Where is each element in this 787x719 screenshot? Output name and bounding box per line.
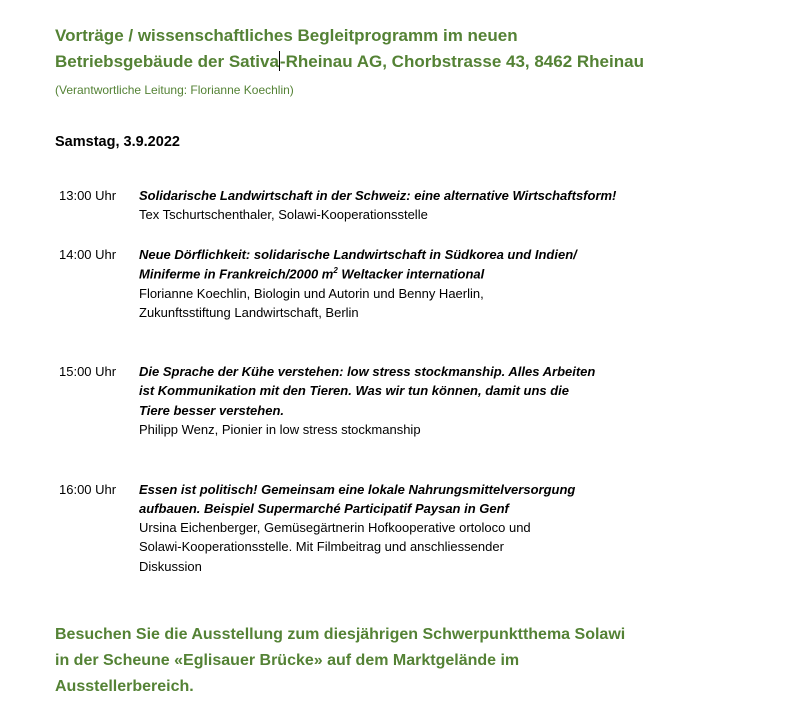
event-title (139, 266, 484, 281)
event-title: Essen ist politisch! Gemeinsam eine lokale Nahrungsmittelversorgung (139, 482, 576, 497)
event-title: Solidarische Landwirtschaft in der Schweiz: eine alternative Wirtschaftsform! (139, 188, 617, 203)
event-speaker: Solawi-Kooperationsstelle. Mit Filmbeitrag und anschliessender (139, 539, 504, 554)
event-time: 16:00 Uhr (59, 482, 117, 497)
heading-line-2[interactable] (55, 51, 644, 72)
heading-part-a: Betriebsgebäude der Sativa (55, 52, 279, 71)
event-time: 14:00 Uhr (59, 247, 117, 262)
superscript: 2 (333, 266, 338, 275)
date-heading: Samstag, 3.9.2022 (55, 134, 180, 150)
title-part: Miniferme in Frankreich/2000 m (139, 266, 334, 282)
title-part: Weltacker international (337, 266, 485, 282)
event-speaker: Diskussion (139, 559, 202, 574)
subtitle: (Verantwortliche Leitung: Florianne Koechlin) (55, 83, 294, 97)
event-time: 15:00 Uhr (59, 364, 117, 379)
event-speaker: Florianne Koechlin, Biologin und Autorin und Benny Haerlin, (139, 286, 484, 301)
event-title: aufbauen. Beispiel Supermarché Participatif Paysan in Genf (139, 501, 509, 516)
event-speaker: Tex Tschurtschenthaler, Solawi-Kooperationsstelle (139, 207, 428, 222)
footer-line: Ausstellerbereich. (55, 678, 194, 695)
event-time: 13:00 Uhr (59, 188, 117, 203)
heading-part-b: -Rheinau AG, Chorbstrasse 43, 8462 Rheinau (279, 52, 644, 71)
footer-line: Besuchen Sie die Ausstellung zum diesjährigen Schwerpunktthema Solawi (55, 626, 626, 643)
event-speaker: Zukunftsstiftung Landwirtschaft, Berlin (139, 305, 359, 320)
event-title: Tiere besser verstehen. (139, 403, 285, 418)
event-title: ist Kommunikation mit den Tieren. Was wir tun können, damit uns die (139, 383, 570, 398)
event-speaker: Ursina Eichenberger, Gemüsegärtnerin Hofkooperative ortoloco und (139, 520, 531, 535)
event-title: Die Sprache der Kühe verstehen: low stress stockmanship. Alles Arbeiten (139, 364, 596, 379)
event-title: Neue Dörflichkeit: solidarische Landwirtschaft in Südkorea und Indien/ (139, 247, 577, 262)
event-speaker: Philipp Wenz, Pionier in low stress stockmanship (139, 422, 421, 437)
footer-line: in der Scheune «Eglisauer Brücke» auf dem Marktgelände im (55, 652, 520, 669)
heading-line-1: Vorträge / wissenschaftliches Begleitprogramm im neuen (55, 26, 518, 45)
